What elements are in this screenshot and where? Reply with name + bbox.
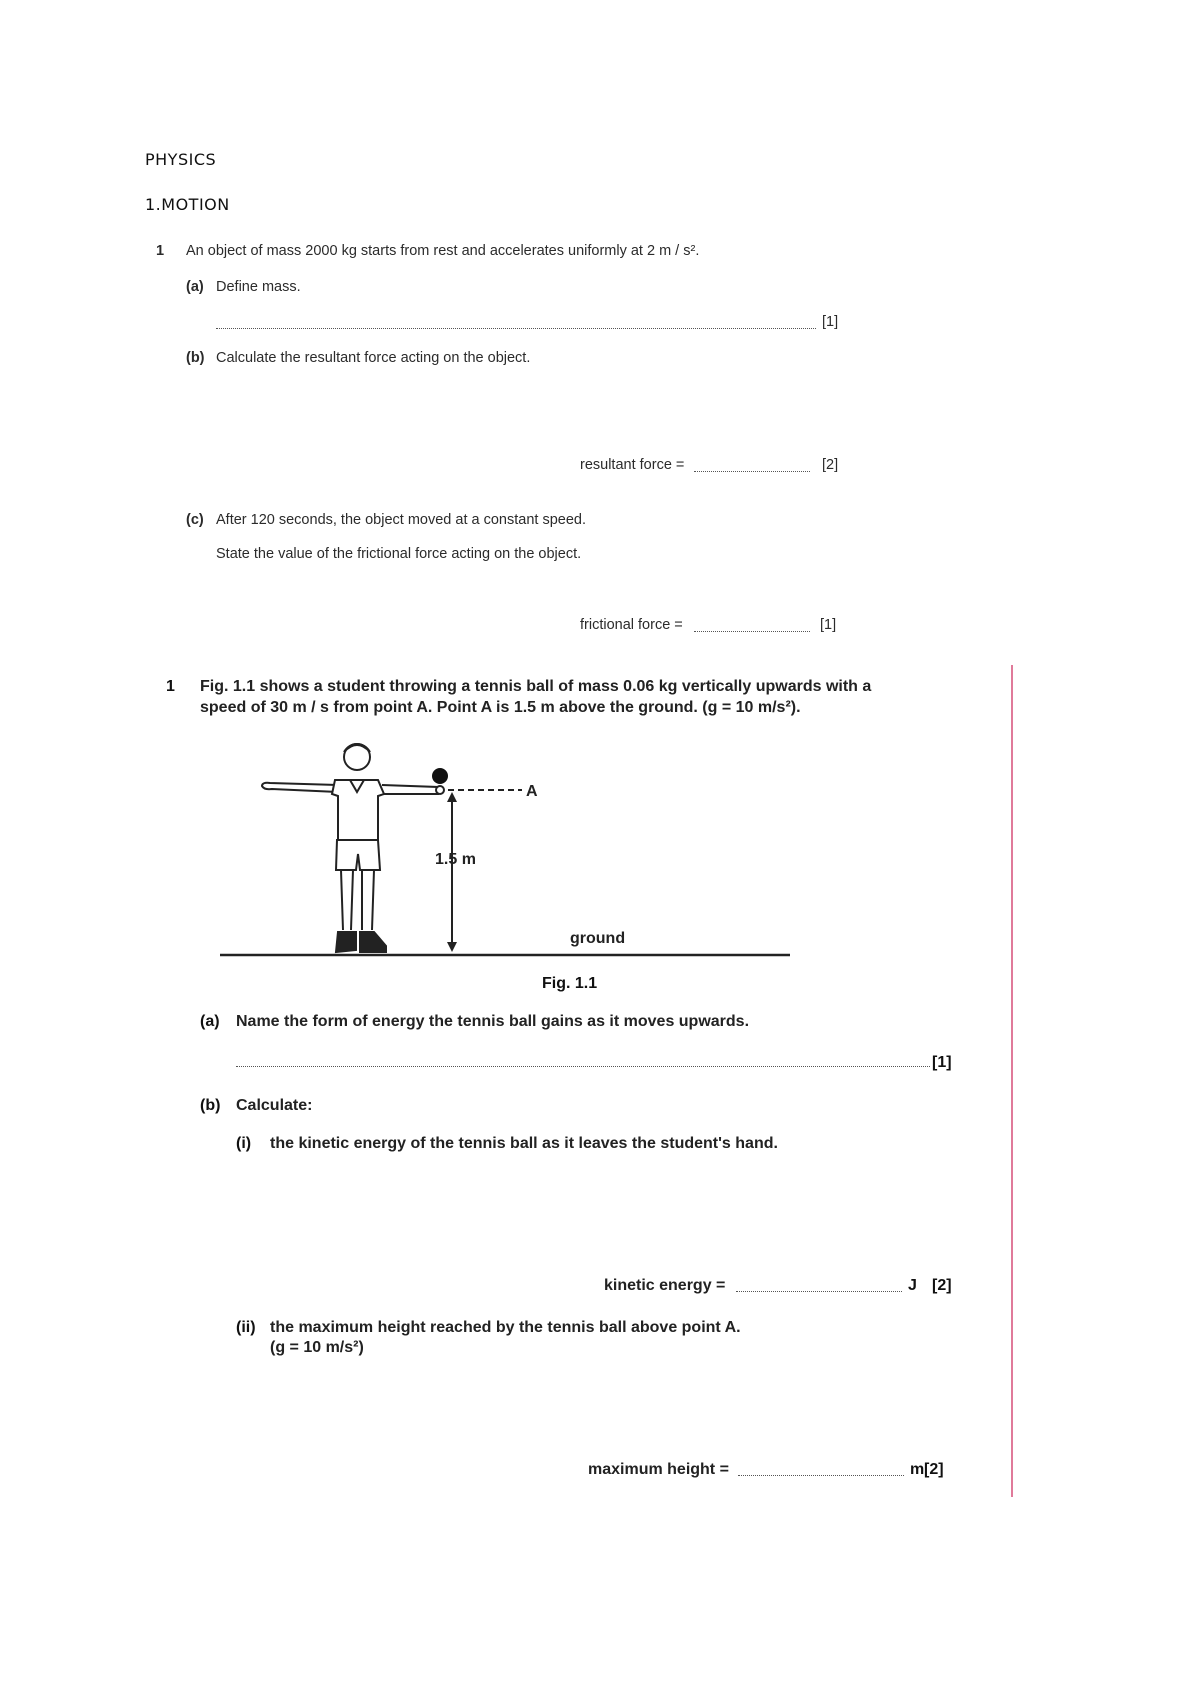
answer-label-c: frictional force = — [580, 617, 683, 633]
part-b-text: Calculate the resultant force acting on the object. — [216, 350, 531, 366]
part-b-text: Calculate: — [236, 1097, 313, 1114]
subject-heading: PHYSICS — [145, 150, 217, 169]
marks-a: [1] — [822, 314, 839, 330]
margin-line — [1011, 665, 1013, 1497]
part-b-ii-text: the maximum height reached by the tennis ball above point A. — [270, 1319, 741, 1336]
answer-line-a[interactable] — [236, 1066, 930, 1067]
part-a-label: (a) — [186, 279, 204, 295]
part-c-text: After 120 seconds, the object moved at a constant speed. — [216, 512, 586, 528]
question-stem-line2: speed of 30 m / s from point A. Point A is 1.5 m above the ground. (g = 10 m/s²). — [200, 699, 801, 716]
part-b-ii-label: (ii) — [236, 1319, 256, 1336]
answer-line-a[interactable] — [216, 328, 816, 329]
figure-caption: Fig. 1.1 — [542, 975, 598, 992]
marks-c: [1] — [820, 617, 837, 633]
marks-a: [1] — [932, 1054, 952, 1071]
answer-label-b-ii: maximum height = — [588, 1461, 729, 1478]
tennis-ball — [432, 768, 448, 784]
question-number: 1 — [166, 678, 175, 695]
part-b-i-text: the kinetic energy of the tennis ball as it leaves the student's hand. — [270, 1135, 778, 1152]
answer-line-b-i[interactable] — [736, 1291, 902, 1292]
answer-label-b: resultant force = — [580, 457, 685, 473]
part-a-text: Define mass. — [216, 279, 301, 295]
part-b-label: (b) — [200, 1097, 221, 1114]
marks-b-ii: [2] — [924, 1461, 944, 1478]
point-a-label: A — [526, 783, 538, 800]
question-stem: An object of mass 2000 kg starts from rest and accelerates uniformly at 2 m / s². — [186, 243, 700, 259]
part-c-text2: State the value of the frictional force acting on the object. — [216, 546, 582, 562]
figure-student-throwing-ball — [210, 730, 800, 990]
unit-b-ii: m — [910, 1461, 925, 1478]
answer-line-c[interactable] — [694, 631, 810, 632]
part-b-i-label: (i) — [236, 1135, 252, 1152]
question-stem-line1: Fig. 1.1 shows a student throwing a tennis ball of mass 0.06 kg vertically upwards with a — [200, 678, 872, 695]
part-b-label: (b) — [186, 350, 205, 366]
part-b-ii-text2: (g = 10 m/s²) — [270, 1339, 364, 1356]
answer-line-b[interactable] — [694, 471, 810, 472]
unit-b-i: J — [908, 1277, 917, 1294]
part-a-label: (a) — [200, 1013, 220, 1030]
student-figure — [262, 744, 444, 952]
question-number: 1 — [156, 243, 165, 259]
height-label: 1.5 m — [435, 851, 476, 868]
ground-label: ground — [570, 930, 626, 947]
marks-b-i: [2] — [932, 1277, 952, 1294]
answer-line-b-ii[interactable] — [738, 1475, 904, 1476]
topic-heading: 1.MOTION — [145, 195, 230, 214]
answer-label-b-i: kinetic energy = — [604, 1277, 726, 1294]
marks-b: [2] — [822, 457, 839, 473]
part-a-text: Name the form of energy the tennis ball gains as it moves upwards. — [236, 1013, 750, 1030]
part-c-label: (c) — [186, 512, 204, 528]
